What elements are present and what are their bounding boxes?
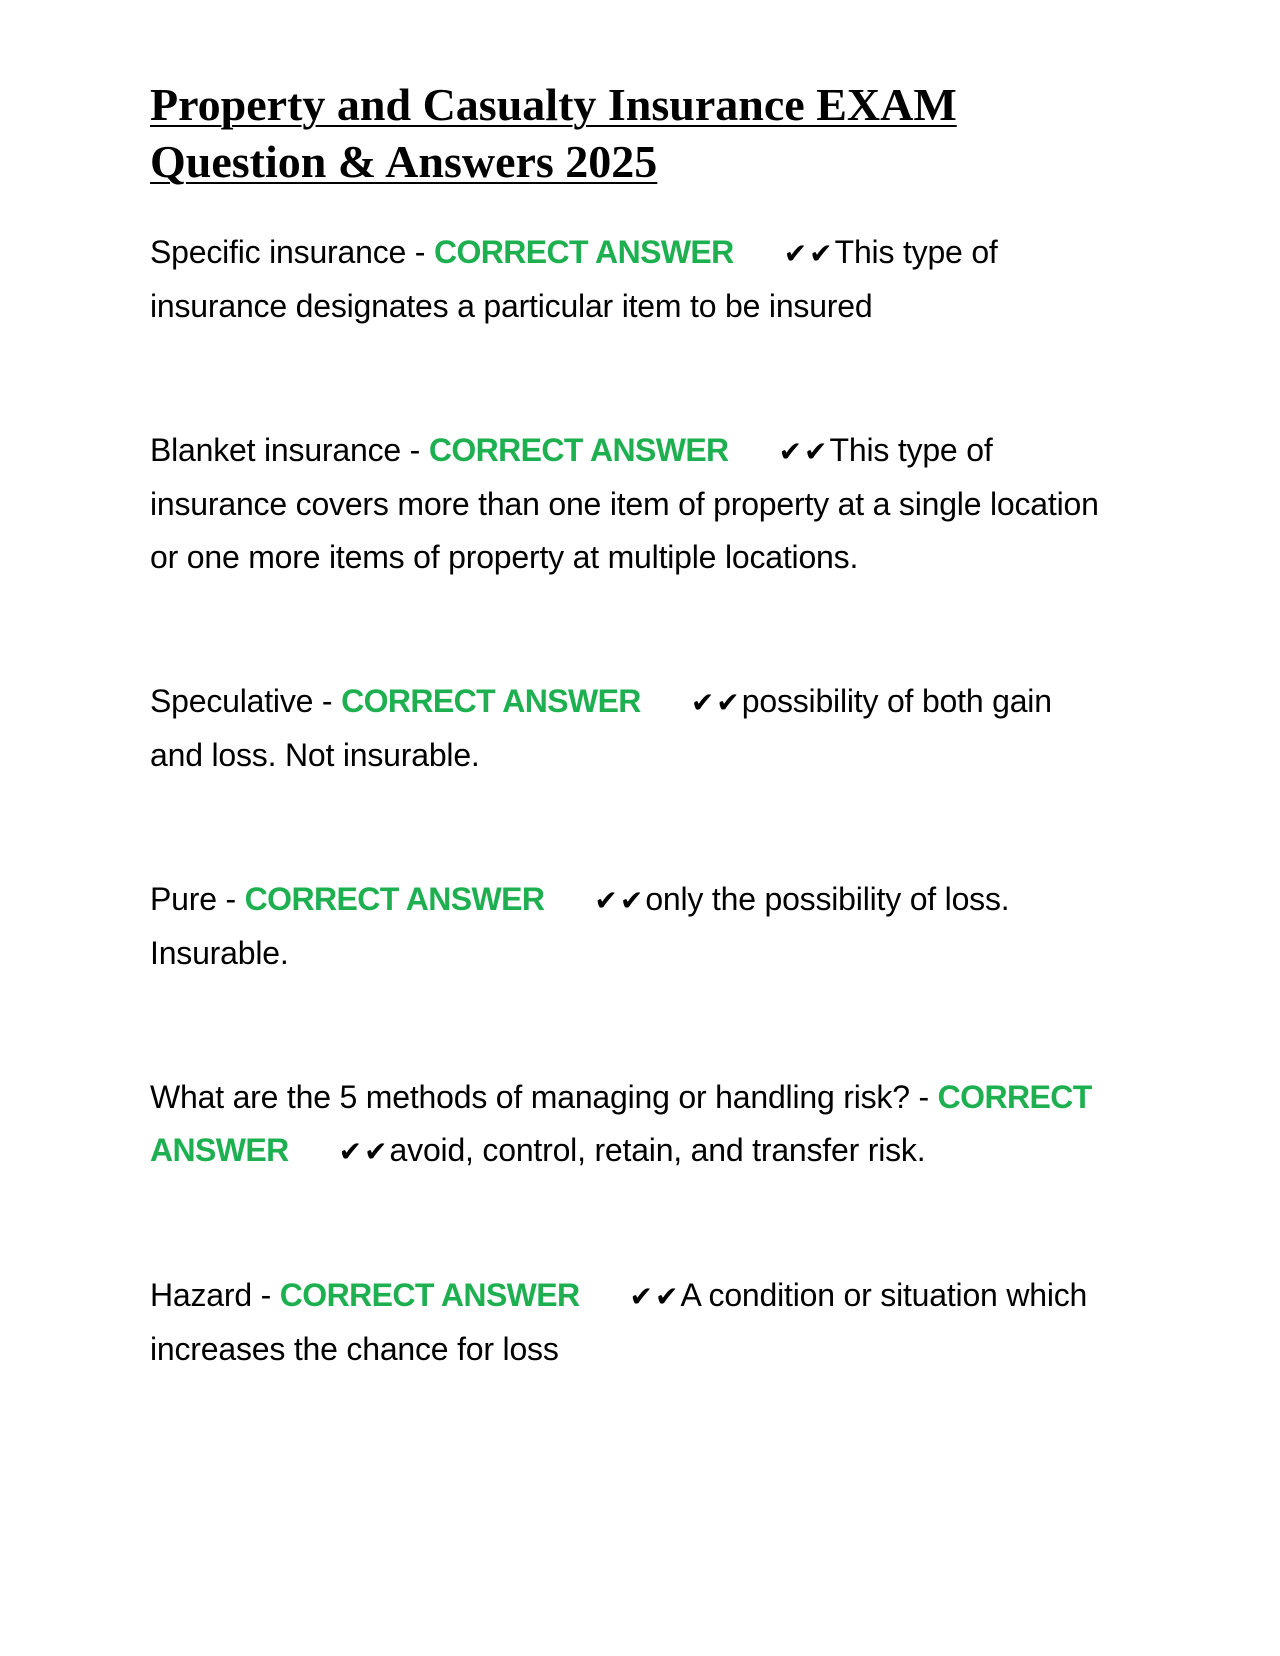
double-check-icon: ✔✔ (594, 884, 646, 917)
answer-text: avoid, control, retain, and transfer risk. (389, 1132, 926, 1168)
question-term: Hazard - (150, 1277, 280, 1313)
qa-item (150, 226, 1110, 333)
question-term: Speculative - (150, 683, 342, 719)
question-term: Specific insurance - (150, 234, 434, 270)
correct-answer-tag: CORRECT ANSWER (433, 234, 734, 270)
qa-item (150, 1269, 1110, 1376)
document-title: Property and Casualty Insurance EXAM Question & Answers 2025 (150, 79, 957, 187)
answer-text: This type of insurance designates a particular item to be insured (150, 234, 998, 324)
qa-list (150, 226, 1110, 1376)
question-term: Pure - (150, 881, 245, 917)
qa-item (150, 675, 1110, 782)
double-check-icon: ✔✔ (778, 435, 830, 468)
answer-text: A condition or situation which increases the chance for loss (150, 1277, 1088, 1367)
answer-text: This type of insurance covers more than one item of property at a single location or one more items of property at multiple locations. (150, 432, 1099, 575)
qa-item (150, 873, 1110, 980)
double-check-icon: ✔✔ (629, 1280, 681, 1313)
correct-answer-tag: CORRECT ANSWER (341, 683, 641, 719)
question-term: Blanket insurance - (150, 432, 429, 468)
double-check-icon: ✔✔ (690, 686, 742, 719)
answer-text: only the possibility of loss. Insurable. (150, 881, 1010, 971)
correct-answer-tag: CORRECT ANSWER (244, 881, 545, 917)
qa-item (150, 424, 1110, 584)
document-page (150, 76, 1110, 1467)
answer-text: possibility of both gain and loss. Not insurable. (150, 683, 1052, 773)
correct-answer-tag: CORRECT ANSWER (279, 1277, 580, 1313)
double-check-icon: ✔✔ (338, 1135, 390, 1168)
qa-item (150, 1071, 1110, 1178)
correct-answer-tag: CORRECT ANSWER (428, 432, 729, 468)
question-term: What are the 5 methods of managing or handling risk? - (150, 1079, 938, 1115)
double-check-icon: ✔✔ (783, 237, 835, 270)
correct-answer-tag: CORRECT ANSWER (150, 1079, 1092, 1168)
